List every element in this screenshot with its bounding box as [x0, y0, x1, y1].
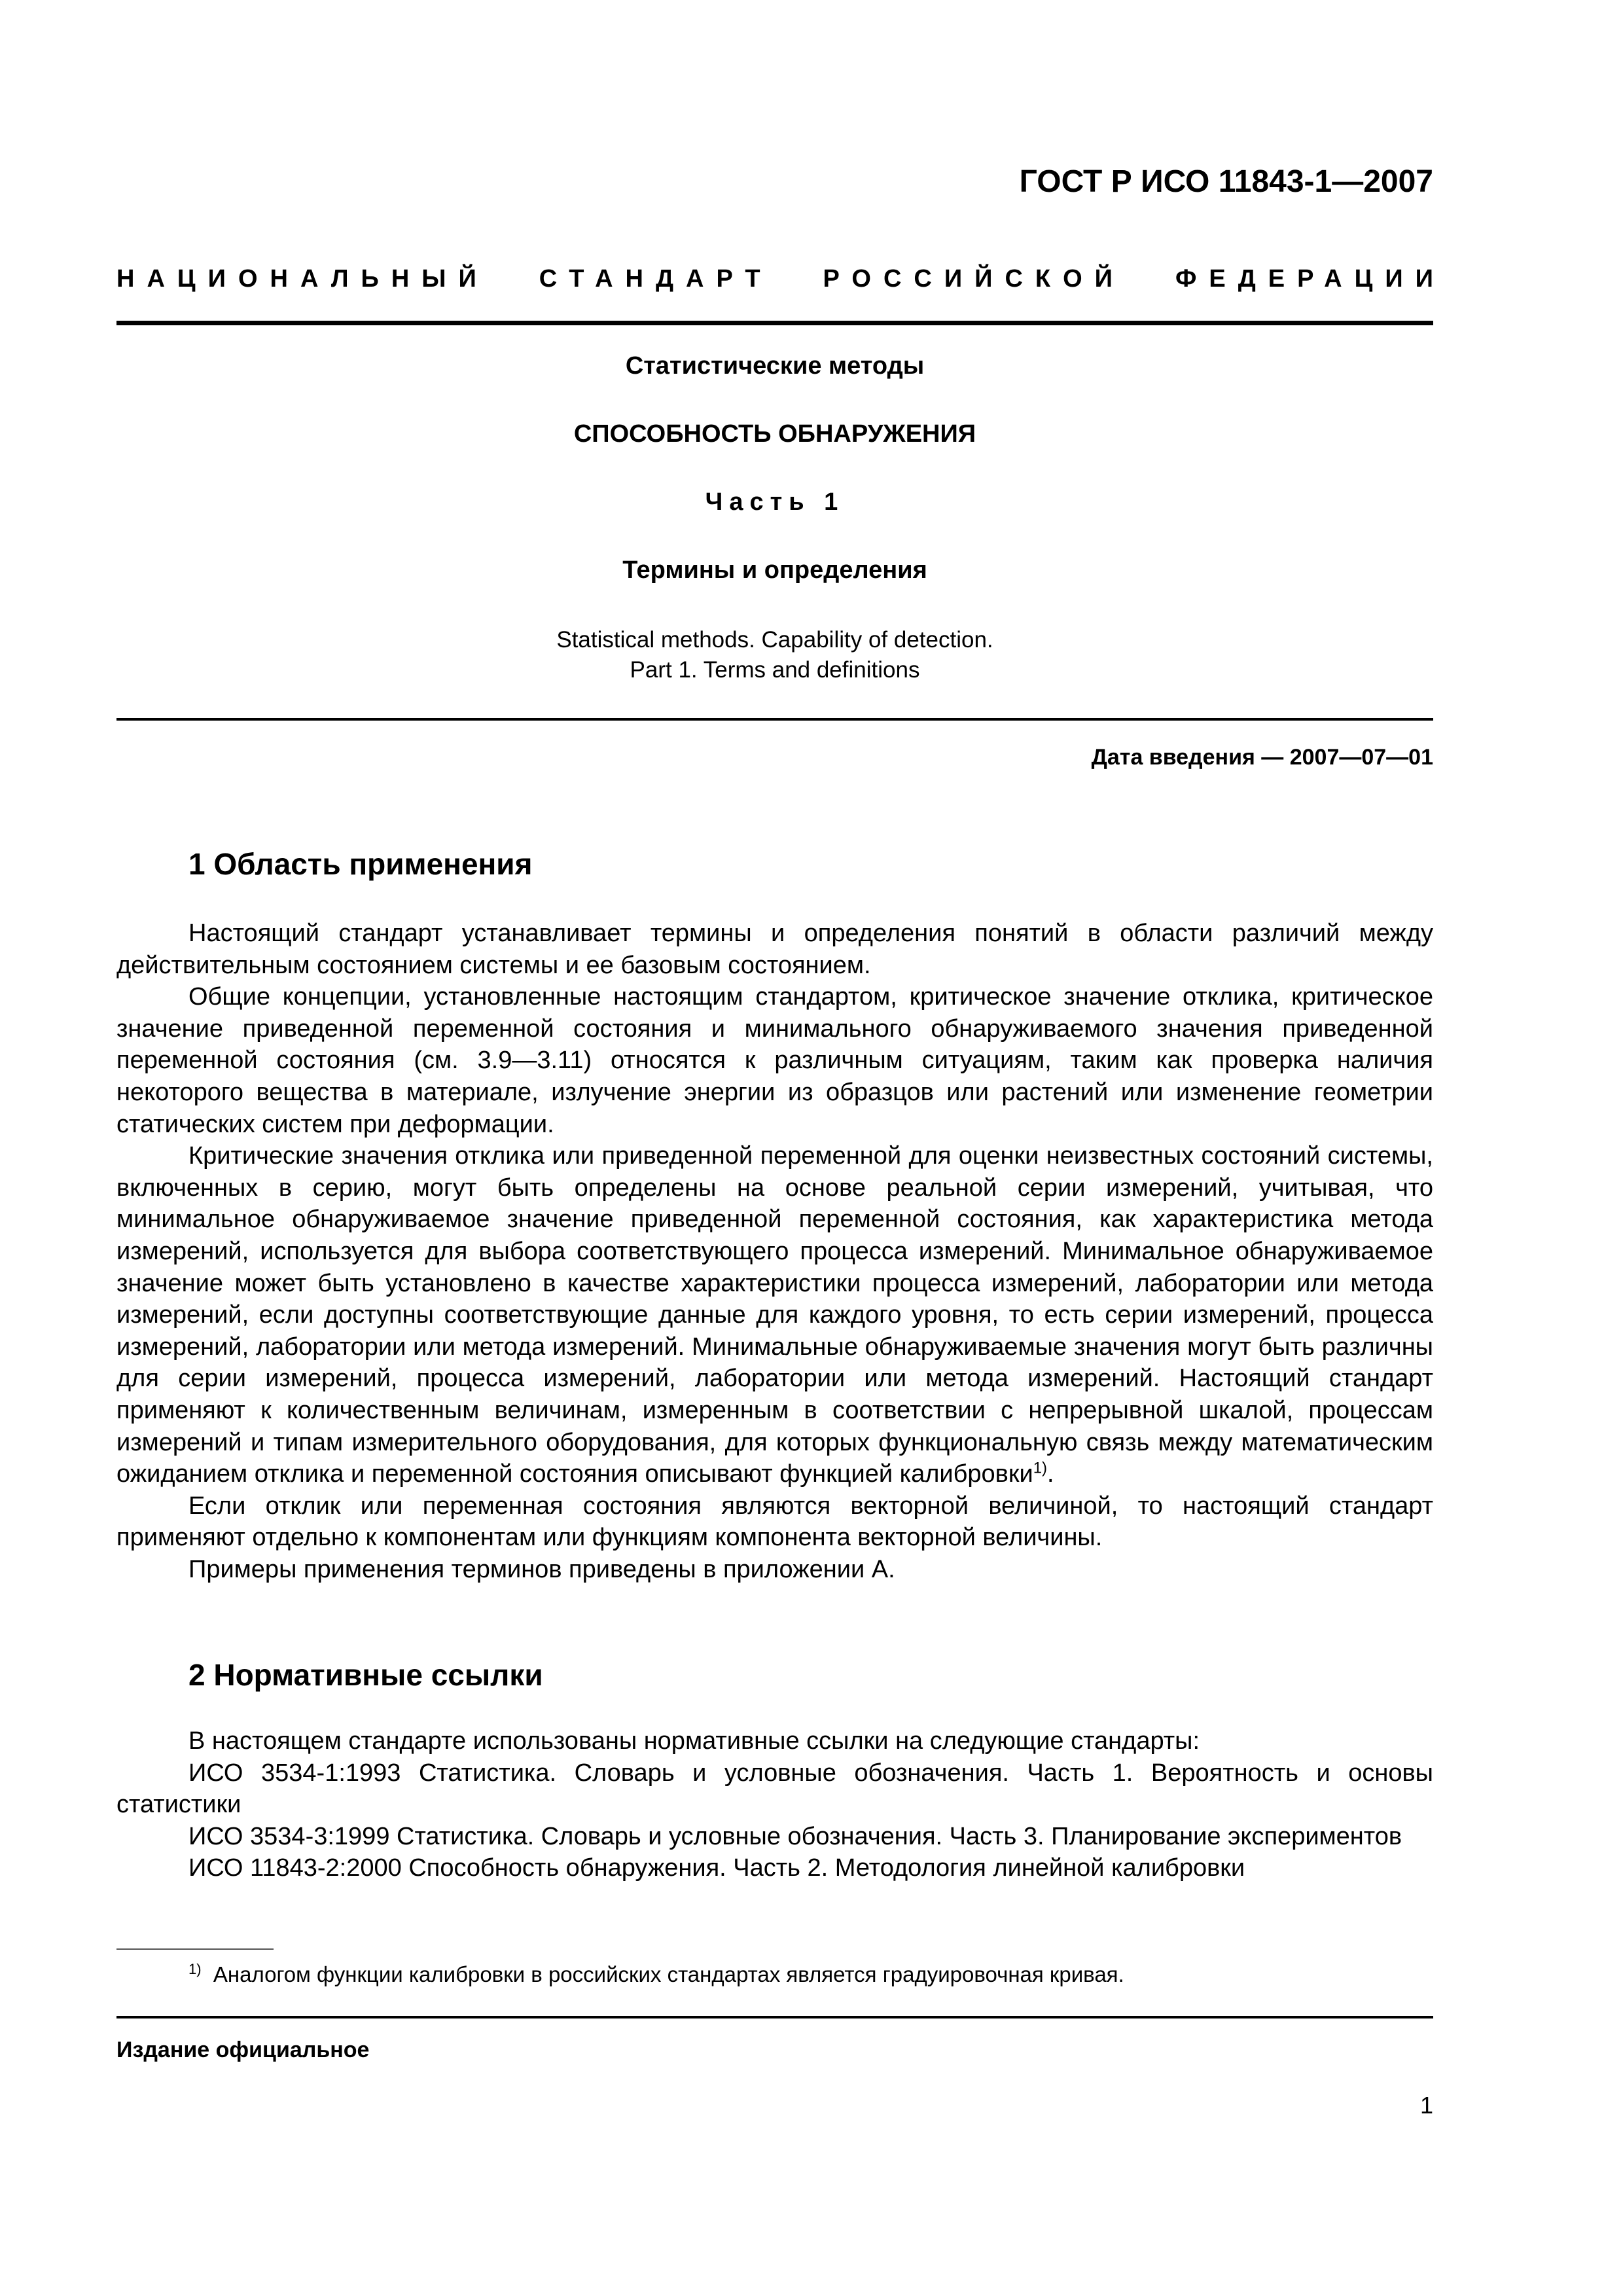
- introduction-date: Дата введения — 2007—07—01: [1091, 745, 1433, 770]
- paragraph: Настоящий стандарт устанавливает термины и определения понятий в области различий между действительным состоянием системы и ее базовым состоянием.: [116, 920, 1433, 979]
- document-page: [116, 0, 1446, 2296]
- official-edition-label: Издание официальное: [116, 2037, 370, 2062]
- footnote-mark: 1): [188, 1961, 202, 1977]
- footer-divider: [116, 2016, 1433, 2018]
- part-title: Часть 1: [705, 488, 845, 516]
- paragraph: В настоящем стандарте использованы нормативные ссылки на следующие стандарты:: [188, 1727, 1200, 1755]
- banner-word-federation: ФЕДЕРАЦИИ: [1175, 265, 1446, 293]
- paragraph-text: Критические значения отклика или приведенной переменной для оценки неизвестных состояний системы, включенных в серию, могут быть определены на основе реальной серии измерений, учитывая, что минимальное обнаруживаемое значение приведенной переменной состояния, как характеристика метода измерений, используется для выбора соответствующего процесса измерений. Минимальное обнаруживаемое значение может быть установлено в качестве характеристики процесса измерений, лаборатории или метода измерений, если доступны соответствующие данные для каждого уровня, то есть серии измерений, процесса измерений, лаборатории или метода измерений. Минимальные обнаруживаемые значения могут быть различны для серии измерений, процесса измерений, лаборатории или метода измерений. Настоящий стандарт применяют к количественным величинам, измеренным в соответствии с непрерывной шкалой, процессам измерений и типам измерительного оборудования, для которых функциональную связь между математическим ожиданием отклика и переменной состояния описывают функцией калибровки: [116, 1142, 1433, 1488]
- paragraph: Если отклик или переменная состояния являются векторной величиной, то настоящий стандарт применяют отдельно к компонентам или функциям компонента векторной величины.: [116, 1492, 1433, 1552]
- footnote: [188, 1962, 1124, 1987]
- section-2-heading: 2 Нормативные ссылки: [188, 1658, 543, 1692]
- reference-item: ИСО 3534-1:1993 Статистика. Словарь и условные обозначения. Часть 1. Вероятность и основы статистики: [116, 1759, 1433, 1819]
- english-title-line-2: Part 1. Terms and definitions: [630, 657, 920, 683]
- banner-word-russian: РОССИЙСКОЙ: [823, 265, 1125, 293]
- section-1-heading: 1 Область применения: [188, 847, 533, 881]
- footnote-text: Аналогом функции калибровки в российских стандартах является градуировочная кривая.: [213, 1962, 1124, 1986]
- paragraph-end: .: [1047, 1460, 1054, 1488]
- header-divider: [116, 321, 1433, 325]
- paragraph: [116, 1140, 1433, 1490]
- subtitle: Термины и определения: [622, 556, 927, 584]
- english-title-line-1: Statistical methods. Capability of detection.: [556, 627, 993, 653]
- footnote-reference[interactable]: 1): [1033, 1459, 1048, 1477]
- banner-word-national: НАЦИОНАЛЬНЫЙ: [116, 265, 489, 293]
- banner-word-standard: СТАНДАРТ: [539, 265, 773, 293]
- series-title: Статистические методы: [625, 352, 925, 380]
- national-standard-banner: [116, 265, 1446, 293]
- section-2-body: [116, 1725, 1433, 1884]
- footnote-divider: [116, 1948, 274, 1950]
- reference-item: ИСО 11843-2:2000 Способность обнаружения. Часть 2. Методология линейной калибровки: [188, 1854, 1245, 1882]
- title-divider: [116, 718, 1433, 721]
- english-title: [116, 625, 1433, 685]
- paragraph: Примеры применения терминов приведены в приложении А.: [188, 1555, 895, 1583]
- section-1-body: [116, 918, 1433, 1585]
- page-number: 1: [1419, 2092, 1433, 2119]
- paragraph: Общие концепции, установленные настоящим стандартом, критическое значение отклика, критическое значение приведенной переменной состояния и минимального обнаруживаемого значения приведенной переменной состояния (см. 3.9—3.11) относятся к различным ситуациям, таким как проверка наличия некоторого вещества в материале, излучение энергии из образцов или растений или изменение геометрии статических систем при деформации.: [116, 983, 1433, 1138]
- reference-item: ИСО 3534-3:1999 Статистика. Словарь и условные обозначения. Часть 3. Планирование экспериментов: [188, 1822, 1402, 1850]
- main-title: СПОСОБНОСТЬ ОБНАРУЖЕНИЯ: [573, 420, 976, 448]
- standard-code: ГОСТ Р ИСО 11843-1—2007: [1019, 164, 1433, 199]
